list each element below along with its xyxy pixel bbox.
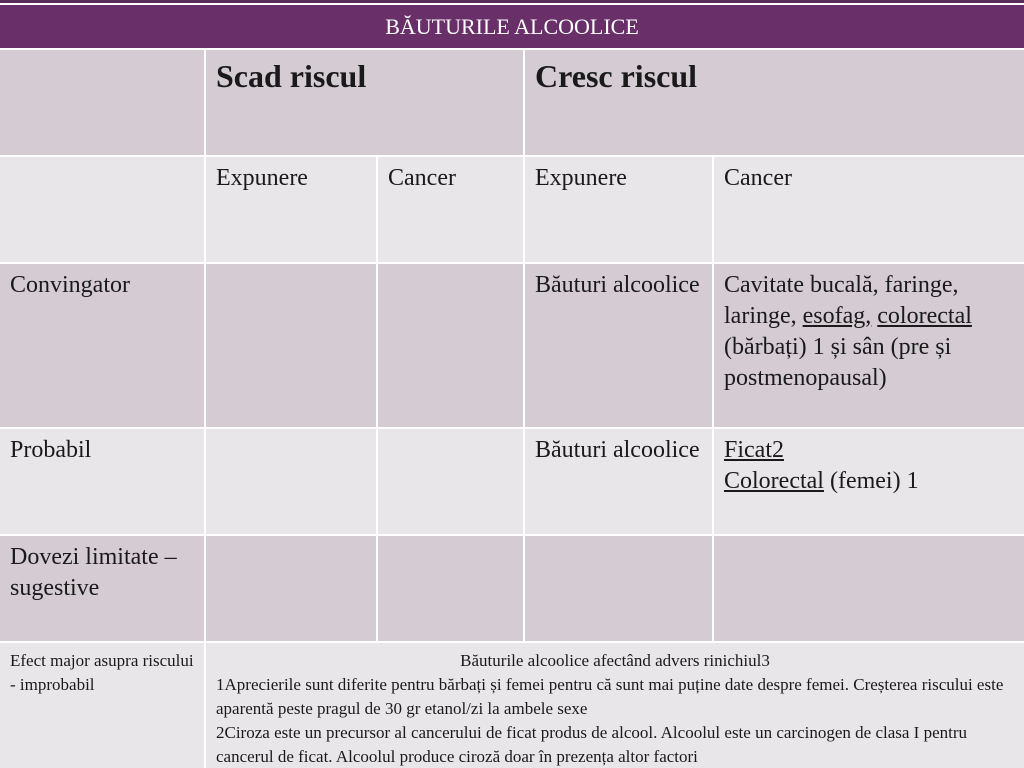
- convincing-decrease-cancer: [378, 264, 523, 427]
- probable-increase-cancer: [714, 429, 1024, 534]
- probable-decrease-exposure: [206, 429, 376, 534]
- limited-decrease-cancer: [378, 536, 523, 641]
- esophagus-link[interactable]: esofag,: [802, 303, 872, 329]
- subheader-increase-exposure: Expunere: [525, 157, 712, 262]
- row-label-improbable: Efect major asupra riscului - improbabil: [0, 643, 204, 768]
- colorectal-link[interactable]: colorectal: [877, 303, 972, 329]
- footnotes-cell: [206, 643, 1024, 768]
- men-breast-text: (bărbați) 1 și sân (pre și postmenopausal): [724, 334, 952, 391]
- top-accent-bar: [0, 0, 1024, 3]
- women-text: (femei) 1: [823, 468, 919, 494]
- header-increase-risk: Cresc riscul: [525, 50, 1024, 155]
- table-title: BĂUTURILE ALCOOLICE: [0, 5, 1024, 48]
- cancer-sites-text: Cavitate bucală, faringe, laringe,: [724, 272, 959, 329]
- liver-link[interactable]: Ficat2: [724, 437, 784, 463]
- probable-increase-exposure: Băuturi alcoolice: [525, 429, 712, 534]
- colorectal-women-link[interactable]: Colorectal: [724, 468, 824, 494]
- subheader-decrease-exposure: Expunere: [206, 157, 376, 262]
- header-empty-cell: [0, 50, 204, 155]
- row-label-convincing: Convingator: [0, 264, 204, 427]
- header-decrease-risk: Scad riscul: [206, 50, 523, 155]
- footnote-1: 1Aprecierile sunt diferite pentru bărbați și femei pentru că sunt mai puține date despre femei. Creșterea riscului este aparentă peste pragul de 30 gr etanol/zi la ambele sexe: [216, 675, 1004, 718]
- limited-increase-cancer: [714, 536, 1024, 641]
- subheader-decrease-cancer: Cancer: [378, 157, 523, 262]
- footnote-2: 2Ciroza este un precursor al cancerului de ficat produs de alcool. Alcoolul este un carcinogen de clasa I pentru cancerul de ficat. Alcoolul produce ciroză doar în prezența altor factori: [216, 723, 968, 766]
- subheader-empty-cell: [0, 157, 204, 262]
- convincing-increase-cancer: [714, 264, 1024, 427]
- convincing-decrease-exposure: [206, 264, 376, 427]
- convincing-increase-exposure: Băuturi alcoolice: [525, 264, 712, 427]
- row-label-probable: Probabil: [0, 429, 204, 534]
- limited-decrease-exposure: [206, 536, 376, 641]
- limited-increase-exposure: [525, 536, 712, 641]
- row-label-limited: Dovezi limitate – sugestive: [0, 536, 204, 641]
- subheader-increase-cancer: Cancer: [714, 157, 1024, 262]
- probable-decrease-cancer: [378, 429, 523, 534]
- kidney-note: Băuturile alcoolice afectând advers rinichiul3: [460, 651, 770, 670]
